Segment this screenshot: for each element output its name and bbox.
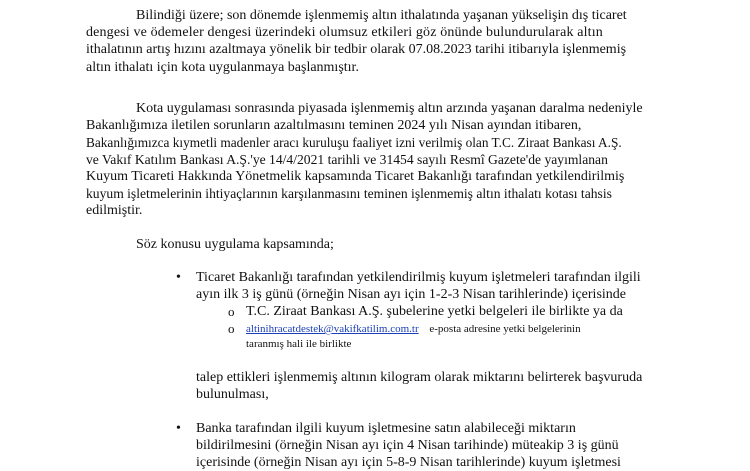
p2-line-3: Bakanlığımızca kıymetli madenler aracı kuruluşu faaliyet izni verilmiş olan T.C. Ziraat Bankası A.Ş.	[86, 135, 622, 150]
sub-item-1-marker: o	[228, 304, 235, 319]
bullet-1-marker: •	[176, 270, 181, 285]
email-link-rest: e-posta adresine yetki belgelerinin	[429, 323, 581, 335]
p2-line-6: kuyum işletmelerinin ihtiyaçlarının karşılanmasını teminen işlenmemiş altın ithalatı kotası tahsis	[86, 186, 612, 201]
p1-line-4: altın ithalatı için kota uygulanmaya başlanmıştır.	[86, 60, 359, 75]
p2-line-2: Bakanlığımıza iletilen sorunların azaltılmasını teminen 2024 yılı Nisan ayından itibaren,	[86, 118, 582, 133]
sub-item-2-line-2: taranmış hali ile birlikte	[246, 338, 352, 350]
bullet-2-marker: •	[176, 421, 181, 436]
sub-item-2-marker: o	[228, 321, 235, 336]
p1-line-2: dengesi ve ödemeler dengesi üzerindeki olumsuz etkileri göz önünde bulundurularak altın	[86, 25, 603, 40]
p2-line-1: Kota uygulaması sonrasında piyasada işlenmemiş altın arzında yaşanan daralma nedeniyle	[136, 101, 643, 116]
bullet-1-line-2: ayın ilk 3 iş günü (örneğin Nisan ayı için 1-2-3 Nisan tarihlerinde) içerisinde	[196, 287, 627, 302]
bullet-2-line-2: bildirilmesini (örneğin Nisan ayı için 4 Nisan tarihinde) müteakip 3 iş günü	[196, 438, 619, 453]
bullet-1-line-1: Ticaret Bakanlığı tarafından yetkilendirilmiş kuyum işletmeleri tarafından ilgili	[196, 270, 641, 285]
bullet-2-line-3: içerisinde (örneğin Nisan ayı için 5-8-9 Nisan tarihlerinde) kuyum işletmesi	[196, 455, 621, 470]
bullet-1-cont-line-2: bulunulması,	[196, 387, 269, 402]
p2-line-4: ve Vakıf Katılım Bankası A.Ş.'ye 14/4/2021 tarihli ve 31454 sayılı Resmî Gazete'de yayımlanan	[86, 152, 608, 167]
p1-line-1: Bilindiği üzere; son dönemde işlenmemiş altın ithalatında yaşanan yükselişin dış ticaret	[136, 8, 627, 23]
bullet-2-line-1: Banka tarafından ilgili kuyum işletmesine satın alabileceği miktarın	[196, 421, 576, 436]
sub-item-2-text	[246, 321, 581, 337]
p2-line-5: Kuyum Ticareti Hakkında Yönetmelik kapsamında Ticaret Bakanlığı tarafından yetkilendirilmiş	[86, 169, 625, 184]
p2-line-7: edilmiştir.	[86, 203, 143, 218]
intro-line: Söz konusu uygulama kapsamında;	[136, 237, 334, 252]
p1-line-3: ithalatının artış hızını azaltmaya yönelik bir tedbir olarak 07.08.2023 tarihi itibarıyla işlenmemiş	[86, 42, 627, 57]
email-link[interactable]: altinihracatdestek@vakifkatilim.com.tr	[246, 323, 419, 335]
bullet-1-cont-line-1: talep ettikleri işlenmemiş altının kilogram olarak miktarını belirterek başvuruda	[196, 370, 643, 385]
sub-item-1-text: T.C. Ziraat Bankası A.Ş. şubelerine yetki belgeleri ile birlikte ya da	[246, 304, 623, 319]
